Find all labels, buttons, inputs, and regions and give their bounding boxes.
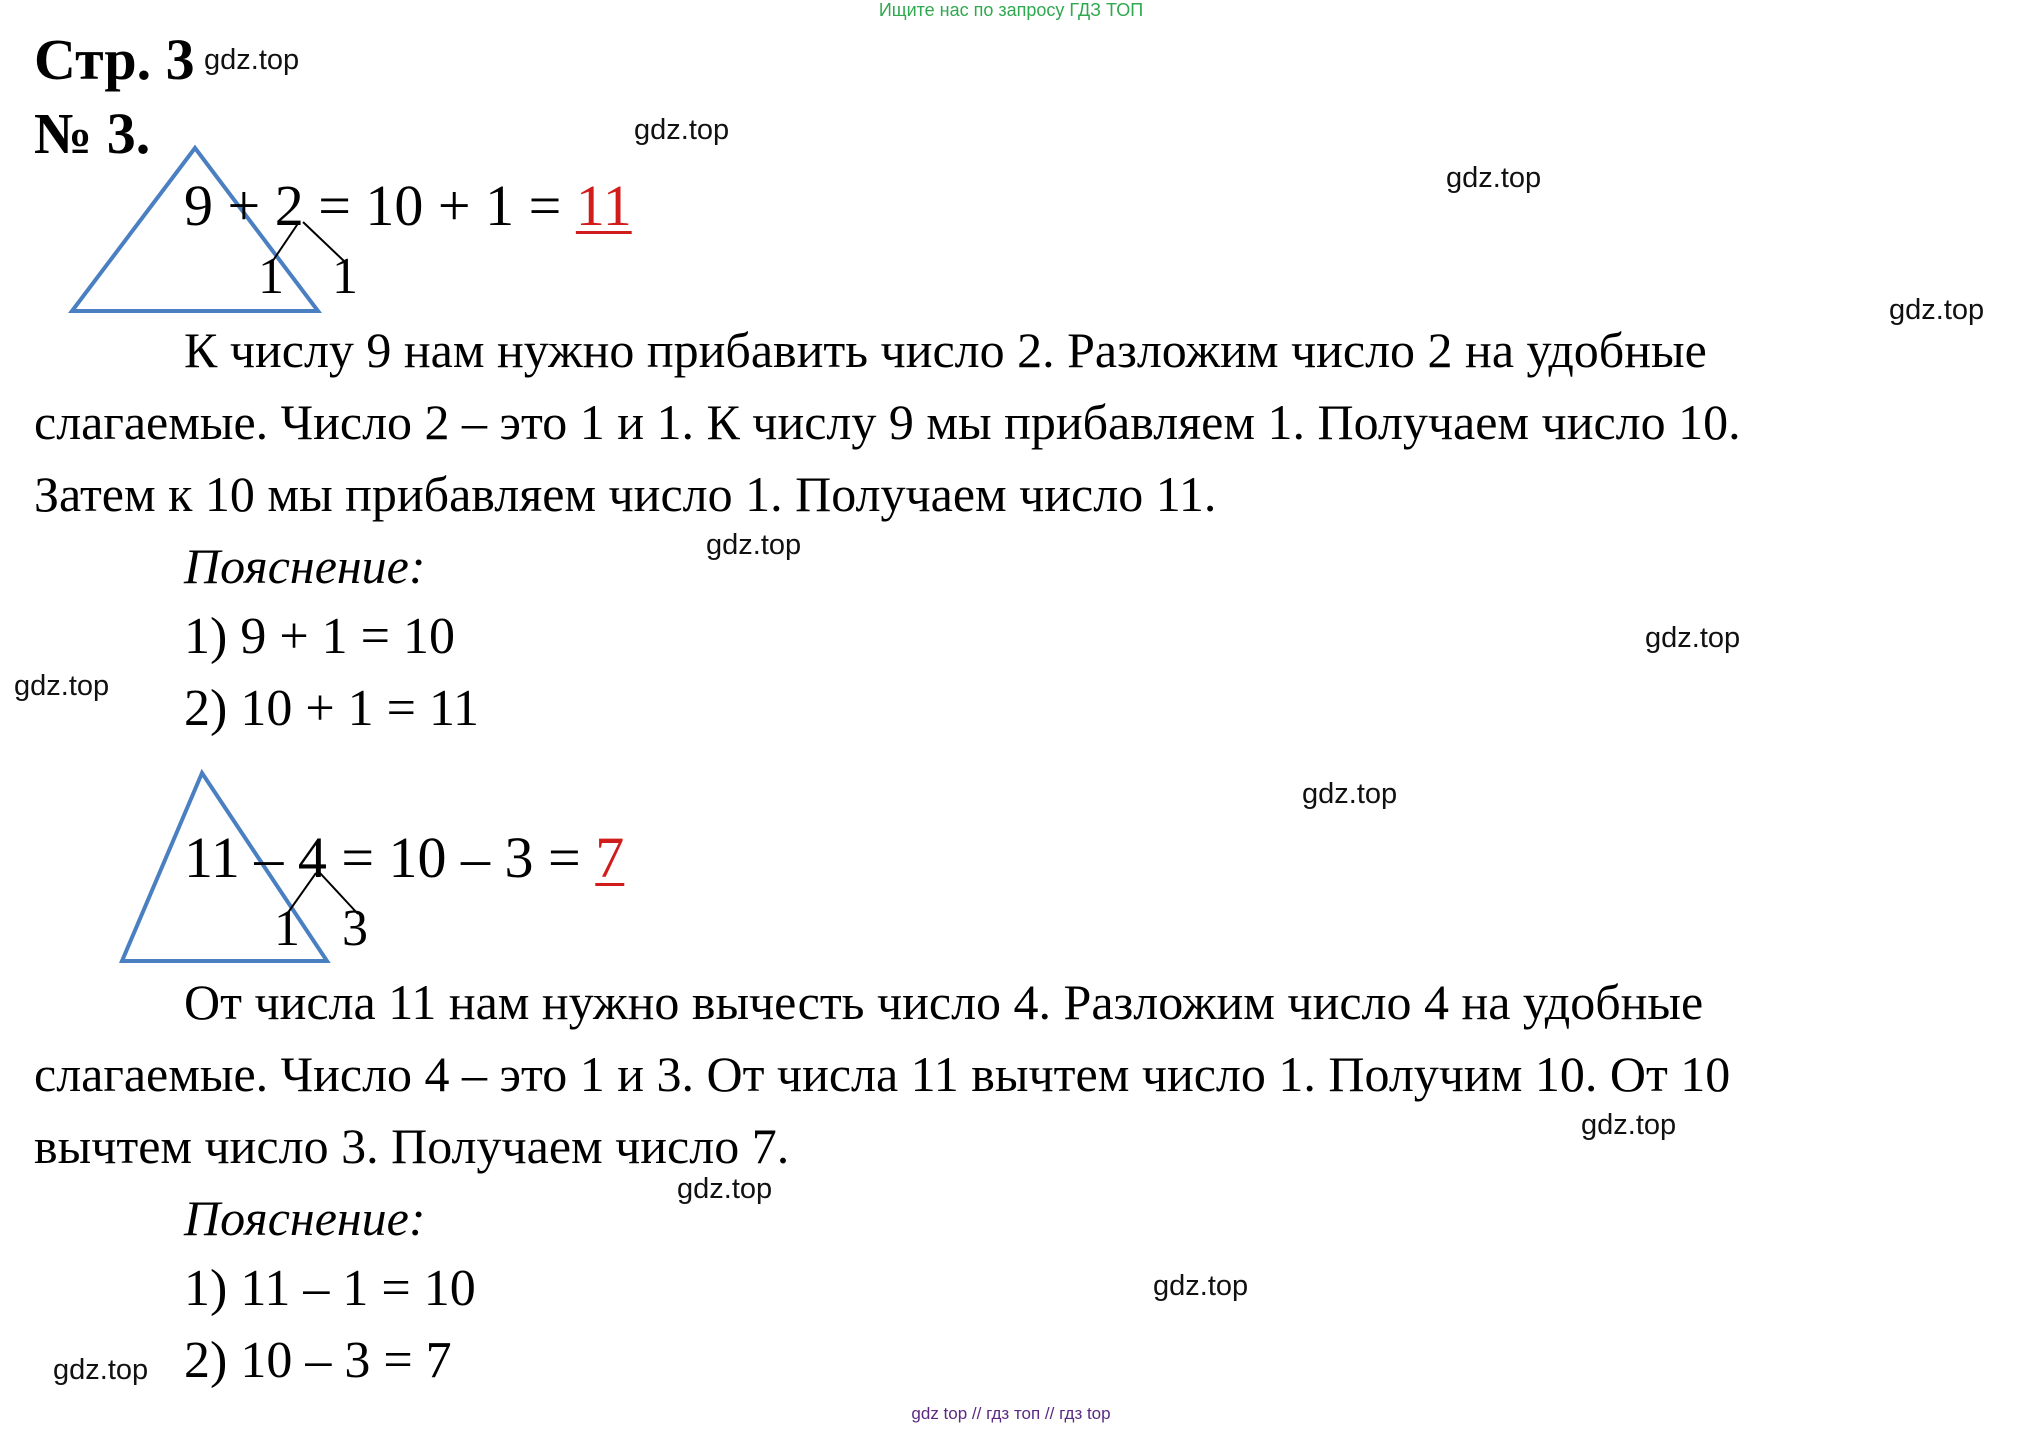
example1-split-right: 1 (332, 248, 358, 305)
watermark: gdz.top (677, 1173, 773, 1205)
example1-text-line1: К числу 9 нам нужно прибавить число 2. Разложим число 2 на удобные (184, 322, 1707, 378)
watermark: gdz.top (1889, 294, 1985, 326)
example1-step-1: 1) 9 + 1 = 10 (184, 608, 455, 665)
example2-answer: 7 (595, 825, 625, 890)
watermark: gdz.top (634, 114, 730, 146)
example1-split-left: 1 (258, 248, 284, 305)
watermark: gdz.top (14, 670, 110, 702)
example1-equation (184, 172, 632, 239)
watermark: gdz.top (706, 529, 802, 561)
example2-text-line2: слагаемые. Число 4 – это 1 и 3. От числа 11 вычтем число 1. Получим 10. От 10 (34, 1046, 1731, 1102)
example2-split-right: 3 (342, 900, 368, 957)
watermark: gdz.top (1581, 1109, 1677, 1141)
example2-note-heading: Пояснение: (184, 1190, 426, 1246)
example1-step-2: 2) 10 + 1 = 11 (184, 680, 480, 737)
example1-text-line2: слагаемые. Число 2 – это 1 и 1. К числу 9 мы прибавляем 1. Получаем число 10. (34, 394, 1741, 450)
example2-split-left: 1 (274, 900, 300, 957)
example2-equation-text: 11 – 4 = 10 – 3 = (184, 825, 596, 890)
watermark: gdz.top (204, 44, 300, 76)
example2-text-line3: вычтем число 3. Получаем число 7. (34, 1118, 790, 1174)
example2-text-line1: От числа 11 нам нужно вычесть число 4. Разложим число 4 на удобные (184, 974, 1704, 1030)
watermark: gdz.top (1645, 622, 1741, 654)
example1-answer: 11 (575, 173, 632, 238)
example1-explanation (34, 314, 2022, 530)
watermark: gdz.top (1446, 162, 1542, 194)
example2-equation (184, 824, 624, 891)
example2-explanation (34, 966, 2022, 1182)
task-number: № 3. (34, 101, 151, 166)
watermark: gdz.top (1153, 1270, 1249, 1302)
example1-text-line3: Затем к 10 мы прибавляем число 1. Получаем число 11. (34, 466, 1217, 522)
watermark: gdz.top (53, 1354, 149, 1386)
top-banner: Ищите нас по запросу ГДЗ ТОП (878, 0, 1144, 20)
footer: gdz top // гдз топ // гдз top (911, 1404, 1111, 1423)
watermark: gdz.top (1302, 778, 1398, 810)
example2-step-1: 1) 11 – 1 = 10 (184, 1260, 476, 1317)
example2-step-2: 2) 10 – 3 = 7 (184, 1332, 452, 1389)
page-title: Стр. 3 (34, 27, 195, 92)
example1-note-heading: Пояснение: (184, 538, 426, 594)
example1-equation-text: 9 + 2 = 10 + 1 = (184, 173, 576, 238)
